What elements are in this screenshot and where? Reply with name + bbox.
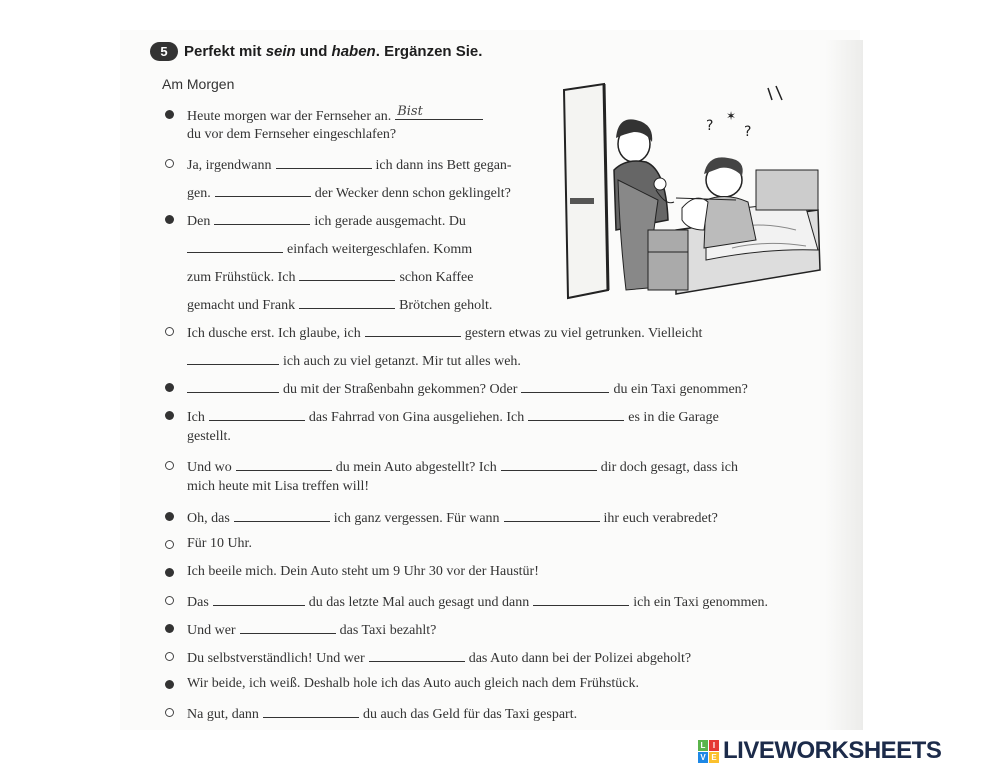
speaker-bullet xyxy=(165,708,174,717)
answer-input[interactable] xyxy=(215,180,315,196)
answer-blank[interactable] xyxy=(187,378,279,393)
dialogue-line xyxy=(187,105,487,126)
speaker-bullet xyxy=(165,512,174,521)
answer-input[interactable] xyxy=(187,348,283,364)
line-text: ich ein Taxi genommen. xyxy=(633,595,769,610)
dialogue-line xyxy=(187,406,719,427)
line-text: Und wo xyxy=(187,460,232,475)
answer-input[interactable] xyxy=(236,454,336,470)
section-subtitle: Am Morgen xyxy=(162,76,235,92)
svg-text:✶: ✶ xyxy=(726,109,737,123)
line-text: mich heute mit Lisa treffen will! xyxy=(187,479,370,494)
answer-blank[interactable] xyxy=(234,507,330,522)
dialogue-line xyxy=(187,294,492,315)
dialogue-line xyxy=(187,322,702,343)
line-text: du mein Auto abgestellt? Ich xyxy=(335,460,497,475)
answer-blank[interactable] xyxy=(533,591,629,606)
line-text: ich auch zu viel getanzt. Mir tut alles weh. xyxy=(283,354,521,369)
line-text: du das letzte Mal auch gesagt und dann xyxy=(308,595,530,610)
speaker-bullet xyxy=(165,680,174,689)
line-text: gestellt. xyxy=(187,429,231,444)
line-text: gemacht und Frank xyxy=(187,298,296,313)
dialogue-line xyxy=(187,238,472,259)
answer-input[interactable] xyxy=(299,264,399,280)
logo-square: I xyxy=(709,740,719,751)
cartoon-bedroom-illustration xyxy=(556,80,826,305)
speaker-bullet xyxy=(165,624,174,633)
answer-blank[interactable] xyxy=(369,647,465,662)
answer-blank[interactable] xyxy=(299,294,395,309)
answer-input[interactable] xyxy=(504,505,604,521)
line-text: ich dann ins Bett gegan- xyxy=(375,158,512,173)
dialogue-line xyxy=(187,266,473,287)
line-text: Ja, irgendwann xyxy=(187,158,272,173)
speaker-bullet xyxy=(165,596,174,605)
answer-input[interactable] xyxy=(240,617,340,633)
line-text: Und wer xyxy=(187,623,236,638)
dialogue-line xyxy=(187,182,511,203)
answer-blank[interactable] xyxy=(521,378,609,393)
answer-blank[interactable] xyxy=(263,703,359,718)
line-text: Ich dusche erst. Ich glaube, ich xyxy=(187,326,361,341)
dialogue-line xyxy=(187,535,252,553)
speaker-bullet xyxy=(165,568,174,577)
speaker-bullet xyxy=(165,327,174,336)
answer-blank[interactable] xyxy=(240,619,336,634)
answer-input[interactable] xyxy=(263,701,363,717)
line-text: Oh, das xyxy=(187,511,230,526)
answer-input[interactable] xyxy=(521,376,613,392)
answer-blank[interactable] xyxy=(276,154,372,169)
answer-blank[interactable] xyxy=(214,210,310,225)
line-text: gen. xyxy=(187,186,211,201)
exercise-number-badge: 5 xyxy=(150,42,178,61)
answer-input[interactable] xyxy=(214,208,314,224)
speaker-bullet xyxy=(165,461,174,470)
speaker-bullet xyxy=(165,540,174,549)
answer-input[interactable] xyxy=(209,404,309,420)
answer-input[interactable] xyxy=(533,589,633,605)
logo-square: V xyxy=(698,752,708,763)
line-text: Du selbstverständlich! Und wer xyxy=(187,651,365,666)
speaker-bullet xyxy=(165,652,174,661)
line-text: ich gerade ausgemacht. Du xyxy=(314,214,466,229)
line-text: dir doch gesagt, dass ich xyxy=(600,460,738,475)
dialogue-line xyxy=(187,378,748,399)
line-text: ihr euch verabredet? xyxy=(603,511,718,526)
exercise-header xyxy=(150,40,482,62)
line-text: Heute morgen war der Fernseher an. xyxy=(187,109,392,124)
logo-text: LIVEWORKSHEETS xyxy=(723,737,942,764)
svg-text:?: ? xyxy=(744,124,752,140)
answer-input[interactable] xyxy=(276,152,376,168)
line-text: du ein Taxi genommen? xyxy=(613,382,748,397)
svg-text:?: ? xyxy=(706,118,714,134)
line-text: Das xyxy=(187,595,209,610)
answer-input[interactable] xyxy=(213,589,309,605)
answer-input[interactable] xyxy=(369,645,469,661)
line-text: gestern etwas zu viel getrunken. Vielleicht xyxy=(464,326,703,341)
dialogue-line xyxy=(187,478,369,496)
exercise-title: Perfekt mit sein und haben. Ergänzen Sie. xyxy=(184,42,483,60)
line-text: du mit der Straßenbahn gekommen? Oder xyxy=(283,382,518,397)
line-text: einfach weitergeschlafen. Komm xyxy=(287,242,473,257)
dialogue-line xyxy=(187,154,512,175)
line-text: Für 10 Uhr. xyxy=(187,536,252,551)
line-text: schon Kaffee xyxy=(399,270,474,285)
dialogue-line xyxy=(187,703,577,724)
answer-blank[interactable] xyxy=(209,406,305,421)
line-text: das Auto dann bei der Polizei abgeholt? xyxy=(468,651,692,666)
answer-blank[interactable] xyxy=(395,105,483,120)
dialogue-line xyxy=(187,591,768,612)
speaker-bullet xyxy=(165,110,174,119)
answer-blank[interactable] xyxy=(187,238,283,253)
answer-blank[interactable] xyxy=(187,350,279,365)
answer-input[interactable] xyxy=(187,376,283,392)
speaker-bullet xyxy=(165,159,174,168)
line-text: Den xyxy=(187,214,211,229)
answer-blank[interactable] xyxy=(504,507,600,522)
speaker-bullet xyxy=(165,383,174,392)
answer-input[interactable] xyxy=(187,236,287,252)
answer-blank[interactable] xyxy=(299,266,395,281)
answer-blank[interactable] xyxy=(215,182,311,197)
page-shadow xyxy=(825,40,863,730)
dialogue-line xyxy=(187,647,691,668)
line-text: Ich beeile mich. Dein Auto steht um 9 Uhr 30 vor der Haustür! xyxy=(187,564,539,579)
line-text: Wir beide, ich weiß. Deshalb hole ich das Auto auch gleich nach dem Frühstück. xyxy=(187,676,639,691)
dialogue-line xyxy=(187,507,718,528)
dialogue-line xyxy=(187,619,436,640)
answer-blank[interactable] xyxy=(501,456,597,471)
answer-blank[interactable] xyxy=(365,322,461,337)
answer-input[interactable] xyxy=(395,103,487,119)
logo-square: E xyxy=(709,752,719,763)
line-text: du vor dem Fernseher eingeschlafen? xyxy=(187,127,397,142)
answer-input[interactable] xyxy=(299,292,399,308)
dialogue-line xyxy=(187,675,639,693)
speaker-bullet xyxy=(165,215,174,224)
answer-blank[interactable] xyxy=(528,406,624,421)
dialogue-line xyxy=(187,126,396,144)
line-text: Na gut, dann xyxy=(187,707,259,722)
dialogue-line xyxy=(187,210,466,231)
line-text: das Taxi bezahlt? xyxy=(339,623,437,638)
liveworksheets-logo xyxy=(698,738,941,764)
logo-squares xyxy=(698,740,719,763)
dialogue-line xyxy=(187,428,231,446)
answer-input[interactable] xyxy=(528,404,628,420)
logo-square: L xyxy=(698,740,708,751)
speaker-bullet xyxy=(165,411,174,420)
line-text: Brötchen geholt. xyxy=(399,298,493,313)
answer-input[interactable] xyxy=(234,505,334,521)
dialogue-line xyxy=(187,563,539,581)
line-text: du auch das Geld für das Taxi gespart. xyxy=(362,707,578,722)
dialogue-line xyxy=(187,350,521,371)
line-text: es in die Garage xyxy=(628,410,719,425)
answer-blank[interactable] xyxy=(236,456,332,471)
line-text: zum Frühstück. Ich xyxy=(187,270,296,285)
line-text: der Wecker denn schon geklingelt? xyxy=(314,186,511,201)
line-text: das Fahrrad von Gina ausgeliehen. Ich xyxy=(308,410,525,425)
answer-input[interactable] xyxy=(501,454,601,470)
line-text: ich ganz vergessen. Für wann xyxy=(333,511,500,526)
line-text: Ich xyxy=(187,410,205,425)
answer-blank[interactable] xyxy=(213,591,305,606)
dialogue-line xyxy=(187,456,738,477)
answer-input[interactable] xyxy=(365,320,465,336)
